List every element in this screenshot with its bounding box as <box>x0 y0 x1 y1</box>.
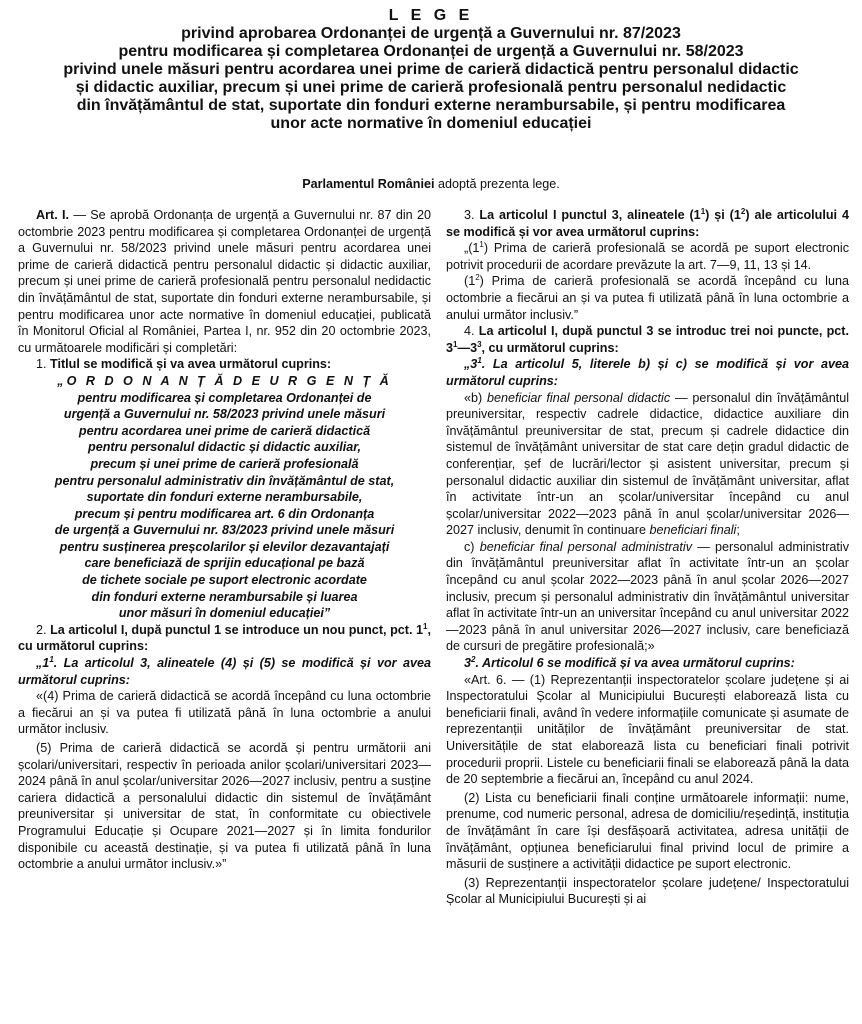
law-title-line: din învățământul de stat, suportate din fonduri externe nerambursabile, și pentru modificarea <box>76 97 786 114</box>
item-2: 2. La articolul I, după punctul 1 se introduce un nou punct, pct. $1^1$, cu următorul cuprins: <box>18 621 431 654</box>
letter-c: c) beneficiar final personal administrativ — personalul administrativ din învățământul preuniversitar aflat în activitate într-un an școlar începând cu anul școlar 2022—2023 până în anul școlar 2026—2027 inclusiv, precum și personalul administrativ din învățământul universitar aflat în activitate într-un an universitar începând cu anul universitar 2022—2023 până în anul universitar 2026—2027 inclusiv, care beneficiază de cursuri de pregătire profesională;» <box>446 539 850 654</box>
ordinance-title-line: pentru modificarea și completarea Ordonanței de <box>77 390 372 405</box>
defined-term: beneficiari finali <box>649 523 737 538</box>
point-3-2: $3^2$. Articolul 6 se modifică și va avea următorul cuprins: <box>464 654 795 671</box>
law-title-line: privind unele măsuri pentru acordarea unei prime de carieră didactică pentru personalul didactic <box>63 61 799 78</box>
ordinance-title-line: de urgență a Guvernului nr. 83/2023 privind unele măsuri <box>54 523 395 538</box>
ordinance-title-line: precum și unei prime de carieră profesională <box>90 456 359 471</box>
ordinance-title-line: pentru personalul administrativ din învățământul de stat, <box>54 473 395 488</box>
paragraph-4: «(4) Prima de carieră didactică se acordă începând cu luna octombrie a fiecărui an și va putea fi utilizată până în luna octombrie a anului următor inclusiv. <box>18 689 431 737</box>
paragraph-5: (5) Prima de carieră didactică se acordă și pentru următorii ani școlari/universitari, respectiv în perioada anilor școlari/universitari 2023—2024 până în anul școlar/universitar 2026—2027 inclusiv, pentru a susține cariera didactică a personalului didactic din sistemul de învățământ preuniversitar și universitar de stat, în conformitate cu obiectivele Programului Educație și Ocupare 2021—2027 și în limita fondurilor disponibile cu această destinație, și va putea fi utilizată până în luna octombrie a anului următor inclusiv.»” <box>18 741 431 872</box>
ordinance-title-line: precum și pentru modificarea art. 6 din Ordonanța <box>74 506 375 521</box>
point-1-1: $„1^1$. La articolul 3, alineatele (4) și (5) se modifică și vor avea următorul cuprins: <box>18 654 431 687</box>
parliament-name: Parlamentul României <box>302 177 435 191</box>
ordinance-title-line: suportate din fonduri externe nerambursabile, <box>86 490 363 505</box>
defined-term: beneficiar final personal administrativ <box>479 539 693 554</box>
right-column <box>446 207 849 908</box>
ordinance-title-line: urgență a Guvernului nr. 58/2023 privind unele măsuri <box>63 407 386 422</box>
paragraph-1-1: $„(1^1)$ Prima de carieră profesională se acordă pe suport electronic potrivit procedurii de acordare prevăzute la art. 7—9, 11, 13 și 14. <box>446 240 849 272</box>
point-3-1: $„3^1$. La articolul 5, literele b) și c) se modifică și vor avea următorul cuprins: <box>446 356 849 388</box>
adoption-statement <box>0 176 862 192</box>
ordinance-title-line: unor măsuri în domeniul educației” <box>118 606 331 621</box>
paragraph-1-2: $(1^2)$ Prima de carieră profesională se acordă începând cu luna octombrie a fiecărui an și va putea fi utilizată până în luna octombrie a anului următor inclusiv.” <box>446 273 849 322</box>
ordinance-heading: „O R D O N A N Ț Ă D E U R G E N Ț Ă <box>57 373 392 388</box>
item-4: 4. La articolul I, după punctul 3 se introduc trei noi puncte, pct. $3^1—3^3$, cu următorul cuprins: <box>446 324 849 355</box>
ordinance-title-line: de tichete sociale pe suport electronic acordate <box>82 573 367 588</box>
ordinance-title-line: care beneficiază de sprijin educațional pe bază <box>84 556 365 571</box>
ordinance-title-line: pentru personalul didactic și didactic auxiliar, <box>88 440 361 455</box>
defined-term: beneficiar final personal didactic <box>487 390 671 405</box>
law-title-line: privind aprobarea Ordonanței de urgență a Guvernului nr. 87/2023 <box>181 25 681 42</box>
law-type-heading: L E G E <box>388 7 474 24</box>
ordinance-title-line: pentru acordarea unei prime de carieră didactică <box>78 423 371 438</box>
item-1: 1. Titlul se modifică și va avea următorul cuprins: <box>36 357 332 372</box>
article-6-paragraph-1: «Art. 6. — (1) Reprezentanții inspectoratelor școlare județene și ai Inspectoratului Școlar al Municipiului București elaborează lista cu beneficiarii finali, având în vedere informațiile comunicate și asumate de reprezentanții unităților de învățământ preuniversitar de stat. Universitățile de stat elaborează lista cu beneficiari finali potrivit procedurii proprii. Listele cu beneficiarii finali se elaborează până la data de 20 septembrie a fiecărui an, începând cu anul 2024. <box>446 672 849 787</box>
law-title-block <box>20 6 842 133</box>
law-title-line: unor acte normative în domeniul educației <box>270 115 592 132</box>
left-column <box>18 207 431 873</box>
law-title-line: pentru modificarea și completarea Ordonanței de urgență a Guvernului nr. 58/2023 <box>118 43 744 60</box>
article-6-paragraph-2: (2) Lista cu beneficiarii finali conține următoarele informații: nume, prenume, cod numeric personal, adresa de domiciliu/reședință, instituția de învățământ în care își desfășoară activitatea, adresa unității de învățământ, opțiunea beneficiarului final privind locul de primire a măsurii de susținere a activității didactice pe suport electronic. <box>446 790 849 872</box>
adoption-text: adoptă prezenta lege. <box>434 177 560 191</box>
item-3: 3. La articolul I punctul 3, alineatele $(1^1)$ și $(1^2)$ ale articolului 4 se modifică și vor avea următorul cuprins: <box>446 206 849 239</box>
ordinance-title-line: pentru susținerea preșcolarilor și elevilor dezavantajați <box>59 539 390 554</box>
article-1-paragraph: Art. I. — Se aprobă Ordonanța de urgență a Guvernului nr. 87 din 20 octombrie 2023 pentru modificarea și completarea Ordonanței de urgență a Guvernului nr. 58/2023 privind unele măsuri pentru acordarea unei prime de carieră didactică pentru personalul didactic și didactic auxiliar, precum și unei prime de carieră profesională pentru personalul nedidactic din învățământul de stat, suportate din fonduri externe nerambursabile, și pentru modificarea unor acte normative în domeniul educației, publicată în Monitorul Oficial al României, Partea I, nr. 952 din 20 octombrie 2023, cu următoarele modificări și completări: <box>18 208 432 355</box>
article-label: Art. I. <box>36 208 70 222</box>
letter-b: «b) beneficiar final personal didactic — personalul din învățământul preuniversitar, respectiv cadrele didactice, didactice auxiliare din învățământul preuniversitar de stat, precum și cadrele didactice din sistemul de învățământ universitar de stat care dețin gradul didactic de conferențiar, șef de lucrări/lector și asistent universitar, precum și personalul didactic auxiliar din sistemul de învățământ universitar, aflat în activitate într-un an școlar/universitar începând cu anul școlar/universitar 2022—2023 până în anul școlar/universitar 2026—2027 inclusiv, denumit în continuare beneficiari finali; <box>446 390 849 538</box>
law-title-line: și didactic auxiliar, precum și unei prime de carieră profesională pentru personalul nedidactic <box>75 79 787 96</box>
article-6-paragraph-3: (3) Reprezentanții inspectoratelor școlare județene/ Inspectoratului Școlar al Municipiului București și ai <box>446 875 849 907</box>
ordinance-title-line: din fonduri externe nerambursabile și luarea <box>91 589 358 604</box>
